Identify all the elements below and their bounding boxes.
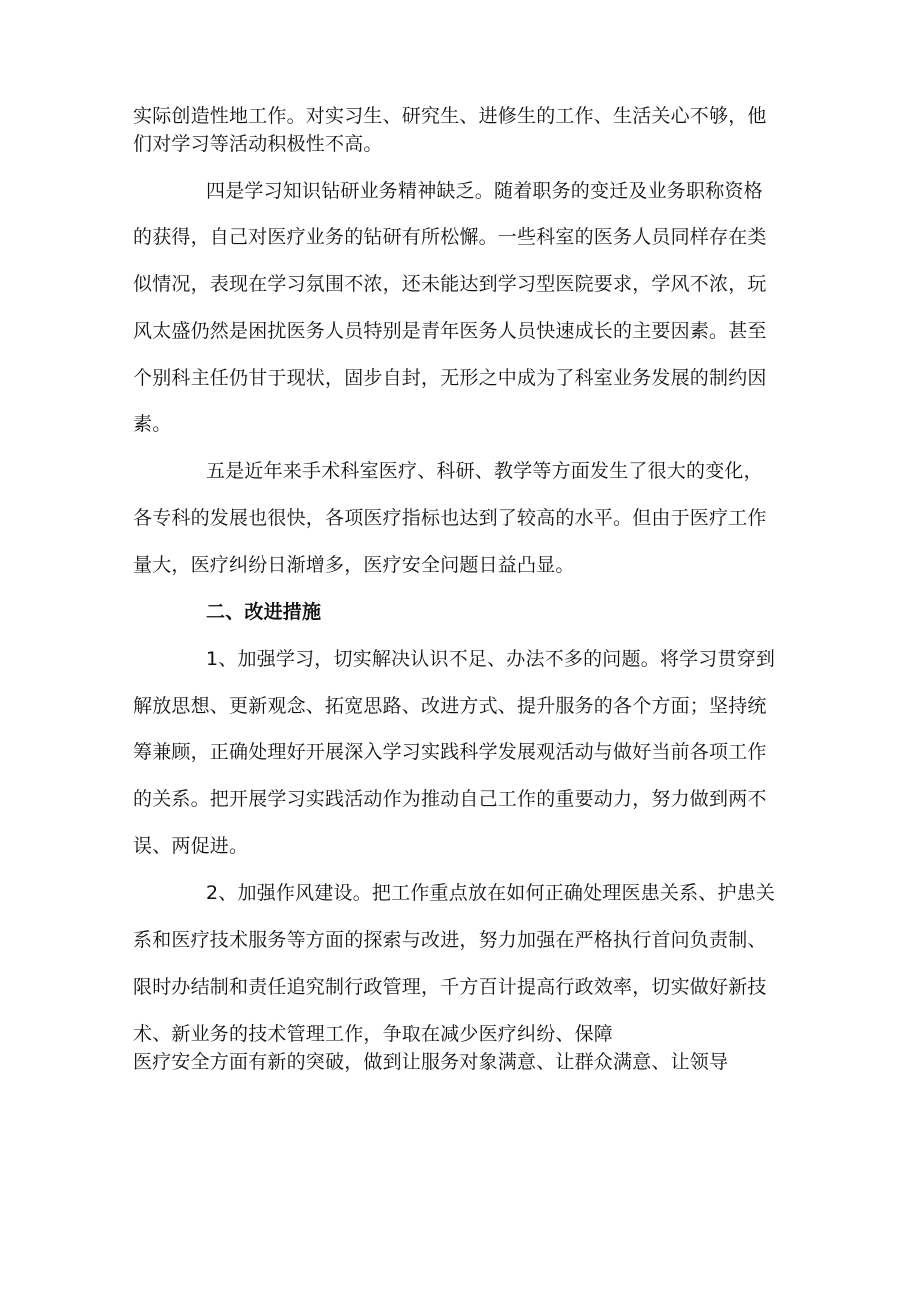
text-line-22: 医疗安全方面有新的突破，做到让服务对象满意、让群众满意、让领导 (133, 1051, 729, 1073)
text-line-16: 的关系。把开展学习实践活动作为推动自己工作的重要动力，努力做到两不 (133, 788, 767, 810)
text-line-1: 实际创造性地工作。对实习生、研究生、进修生的工作、生活关心不够，他 (133, 105, 767, 127)
text-line-5: 似情况，表现在学习氛围不浓，还未能达到学习型医院要求，学风不浓，玩 (133, 273, 767, 295)
text-line-2: 们对学习等活动积极性不高。 (133, 133, 383, 155)
text-line-3: 四是学习知识钻研业务精神缺乏。随着职务的变迁及业务职称资格 (206, 180, 763, 202)
text-line-17: 误、两促进。 (133, 835, 249, 857)
text-line-7: 个别科主任仍甘于现状，固步自封，无形之中成为了科室业务发展的制约因 (133, 367, 767, 389)
text-line-21: 术、新业务的技术管理工作，争取在减少医疗纠纷、保障 (133, 1023, 614, 1045)
section-heading: 二、改进措施 (206, 601, 322, 623)
text-line-20: 限时办结制和责任追究制行政管理，千方百计提高行政效率，切实做好新技 (133, 976, 767, 998)
text-line-15: 筹兼顾，正确处理好开展深入学习实践科学发展观活动与做好当前各项工作 (133, 741, 767, 763)
text-line-9: 五是近年来手术科室医疗、科研、教学等方面发生了很大的变化， (206, 460, 763, 482)
text-line-10: 各专科的发展也很快，各项医疗指标也达到了较高的水平。但由于医疗工作 (133, 507, 767, 529)
text-line-8: 素。 (133, 413, 172, 435)
text-line-4: 的获得，自己对医疗业务的钻研有所松懈。一些科室的医务人员同样存在类 (133, 226, 767, 248)
text-line-6: 风太盛仍然是困扰医务人员特别是青年医务人员快速成长的主要因素。甚至 (133, 320, 767, 342)
text-line-19: 系和医疗技术服务等方面的探索与改进，努力加强在严格执行首问负责制、 (133, 929, 767, 951)
text-line-18: 2、加强作风建设。把工作重点放在如何正确处理医患关系、护患关 (206, 882, 776, 904)
text-line-13: 1、加强学习，切实解决认识不足、办法不多的问题。将学习贯穿到 (206, 648, 776, 670)
text-line-14: 解放思想、更新观念、拓宽思路、改进方式、提升服务的各个方面；坚持统 (133, 695, 767, 717)
text-line-11: 量大，医疗纠纷日渐增多，医疗安全问题日益凸显。 (133, 554, 575, 576)
